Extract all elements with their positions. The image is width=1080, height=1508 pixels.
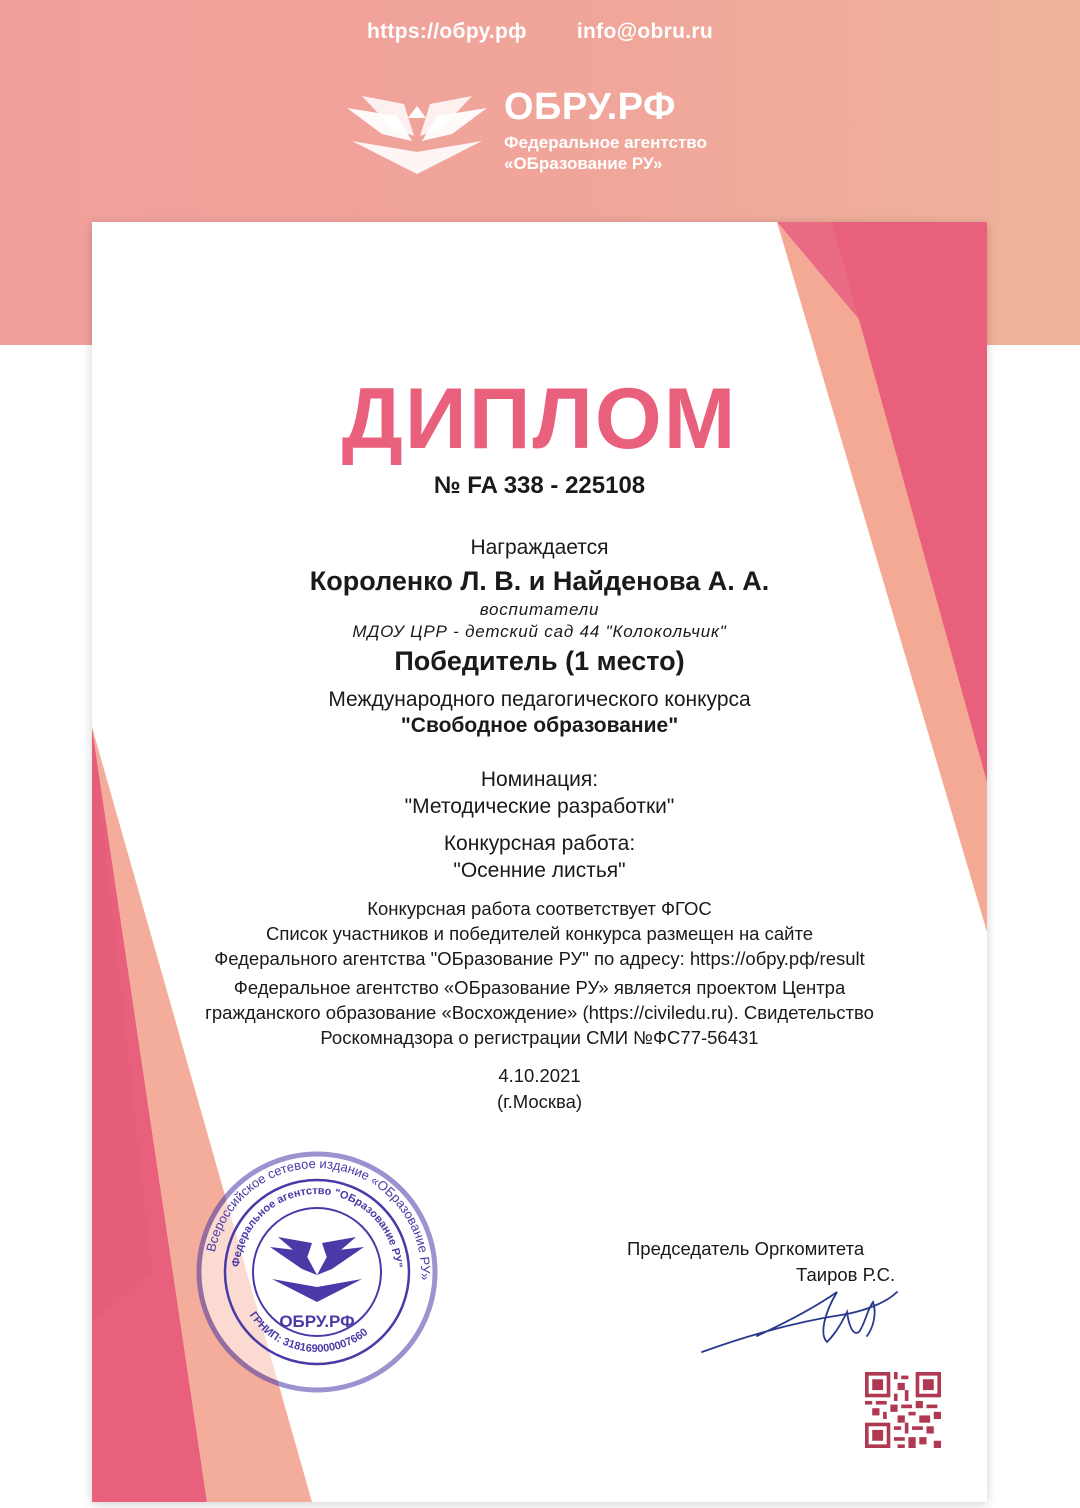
info-line: Федерального агентства "ОБразование РУ" по адресу: https://обру.рф/result — [214, 948, 865, 969]
contest-name: "Свободное образование" — [400, 714, 679, 737]
signature-icon — [697, 1262, 907, 1382]
recipient-role: воспитатели — [479, 600, 600, 619]
stamp-grnip: ГРНИП: 318169000007660 — [246, 1309, 371, 1356]
recipients: Короленко Л. В. и Найденова А. А. — [309, 566, 770, 596]
logo-title: ОБРУ.РФ — [504, 86, 676, 128]
info-line: Список участников и победителей конкурса размещен на сайте — [265, 923, 814, 944]
diploma-title: ДИПЛОМ — [341, 371, 738, 467]
stamp-center-text: ОБРУ.РФ — [279, 1312, 355, 1331]
email-link[interactable]: info@obru.ru — [576, 20, 713, 43]
logo-subtitle — [504, 132, 707, 174]
contest-label: Международного педагогического конкурса — [328, 688, 751, 711]
project-info-line: Роскомнадзора о регистрации СМИ №ФС77-56431 — [320, 1027, 759, 1048]
signatory-title: Председатель Оргкомитета — [627, 1238, 865, 1259]
header-links — [0, 20, 1080, 44]
award-place: Победитель (1 место) — [394, 646, 685, 676]
qr-code-icon[interactable] — [865, 1372, 941, 1448]
diploma-sheet — [92, 222, 987, 1502]
awarded-label: Награждается — [470, 536, 609, 559]
info-block — [92, 896, 987, 971]
brand-logo — [342, 86, 762, 176]
work-value: "Осенние листья" — [453, 859, 626, 882]
work-label: Конкурсная работа: — [443, 832, 636, 855]
project-info-line: гражданского образование «Восхождение» (https://civiledu.ru). Свидетельство — [205, 1002, 874, 1023]
nomination-label: Номинация: — [480, 768, 599, 791]
stamp-inner-text: Федеральное агентство "ОБразование РУ" — [230, 1184, 404, 1269]
bird-logo-icon — [342, 86, 492, 176]
recipient-organization: МДОУ ЦРР - детский сад 44 "Колокольчик" — [352, 622, 727, 641]
diploma-number: № FA 338 - 225108 — [433, 472, 646, 499]
website-link[interactable]: https://обру.рф — [367, 20, 527, 43]
logo-subtitle-line2: «ОБразование РУ» — [504, 154, 663, 173]
issue-city: (г.Москва) — [496, 1091, 583, 1112]
nomination-value: "Методические разработки" — [404, 795, 675, 818]
info-line: Конкурсная работа соответствует ФГОС — [367, 898, 712, 919]
official-stamp — [192, 1147, 442, 1397]
project-info-block — [92, 975, 987, 1050]
signatory-name: Таиров Р.С. — [796, 1264, 896, 1285]
project-info-line: Федеральное агентство «ОБразование РУ» является проектом Центра — [233, 977, 846, 998]
issue-date: 4.10.2021 — [498, 1065, 581, 1086]
logo-subtitle-line1: Федеральное агентство — [504, 133, 707, 152]
stamp-outer-text: Всероссийское сетевое издание «ОБразование РУ» — [203, 1155, 434, 1281]
